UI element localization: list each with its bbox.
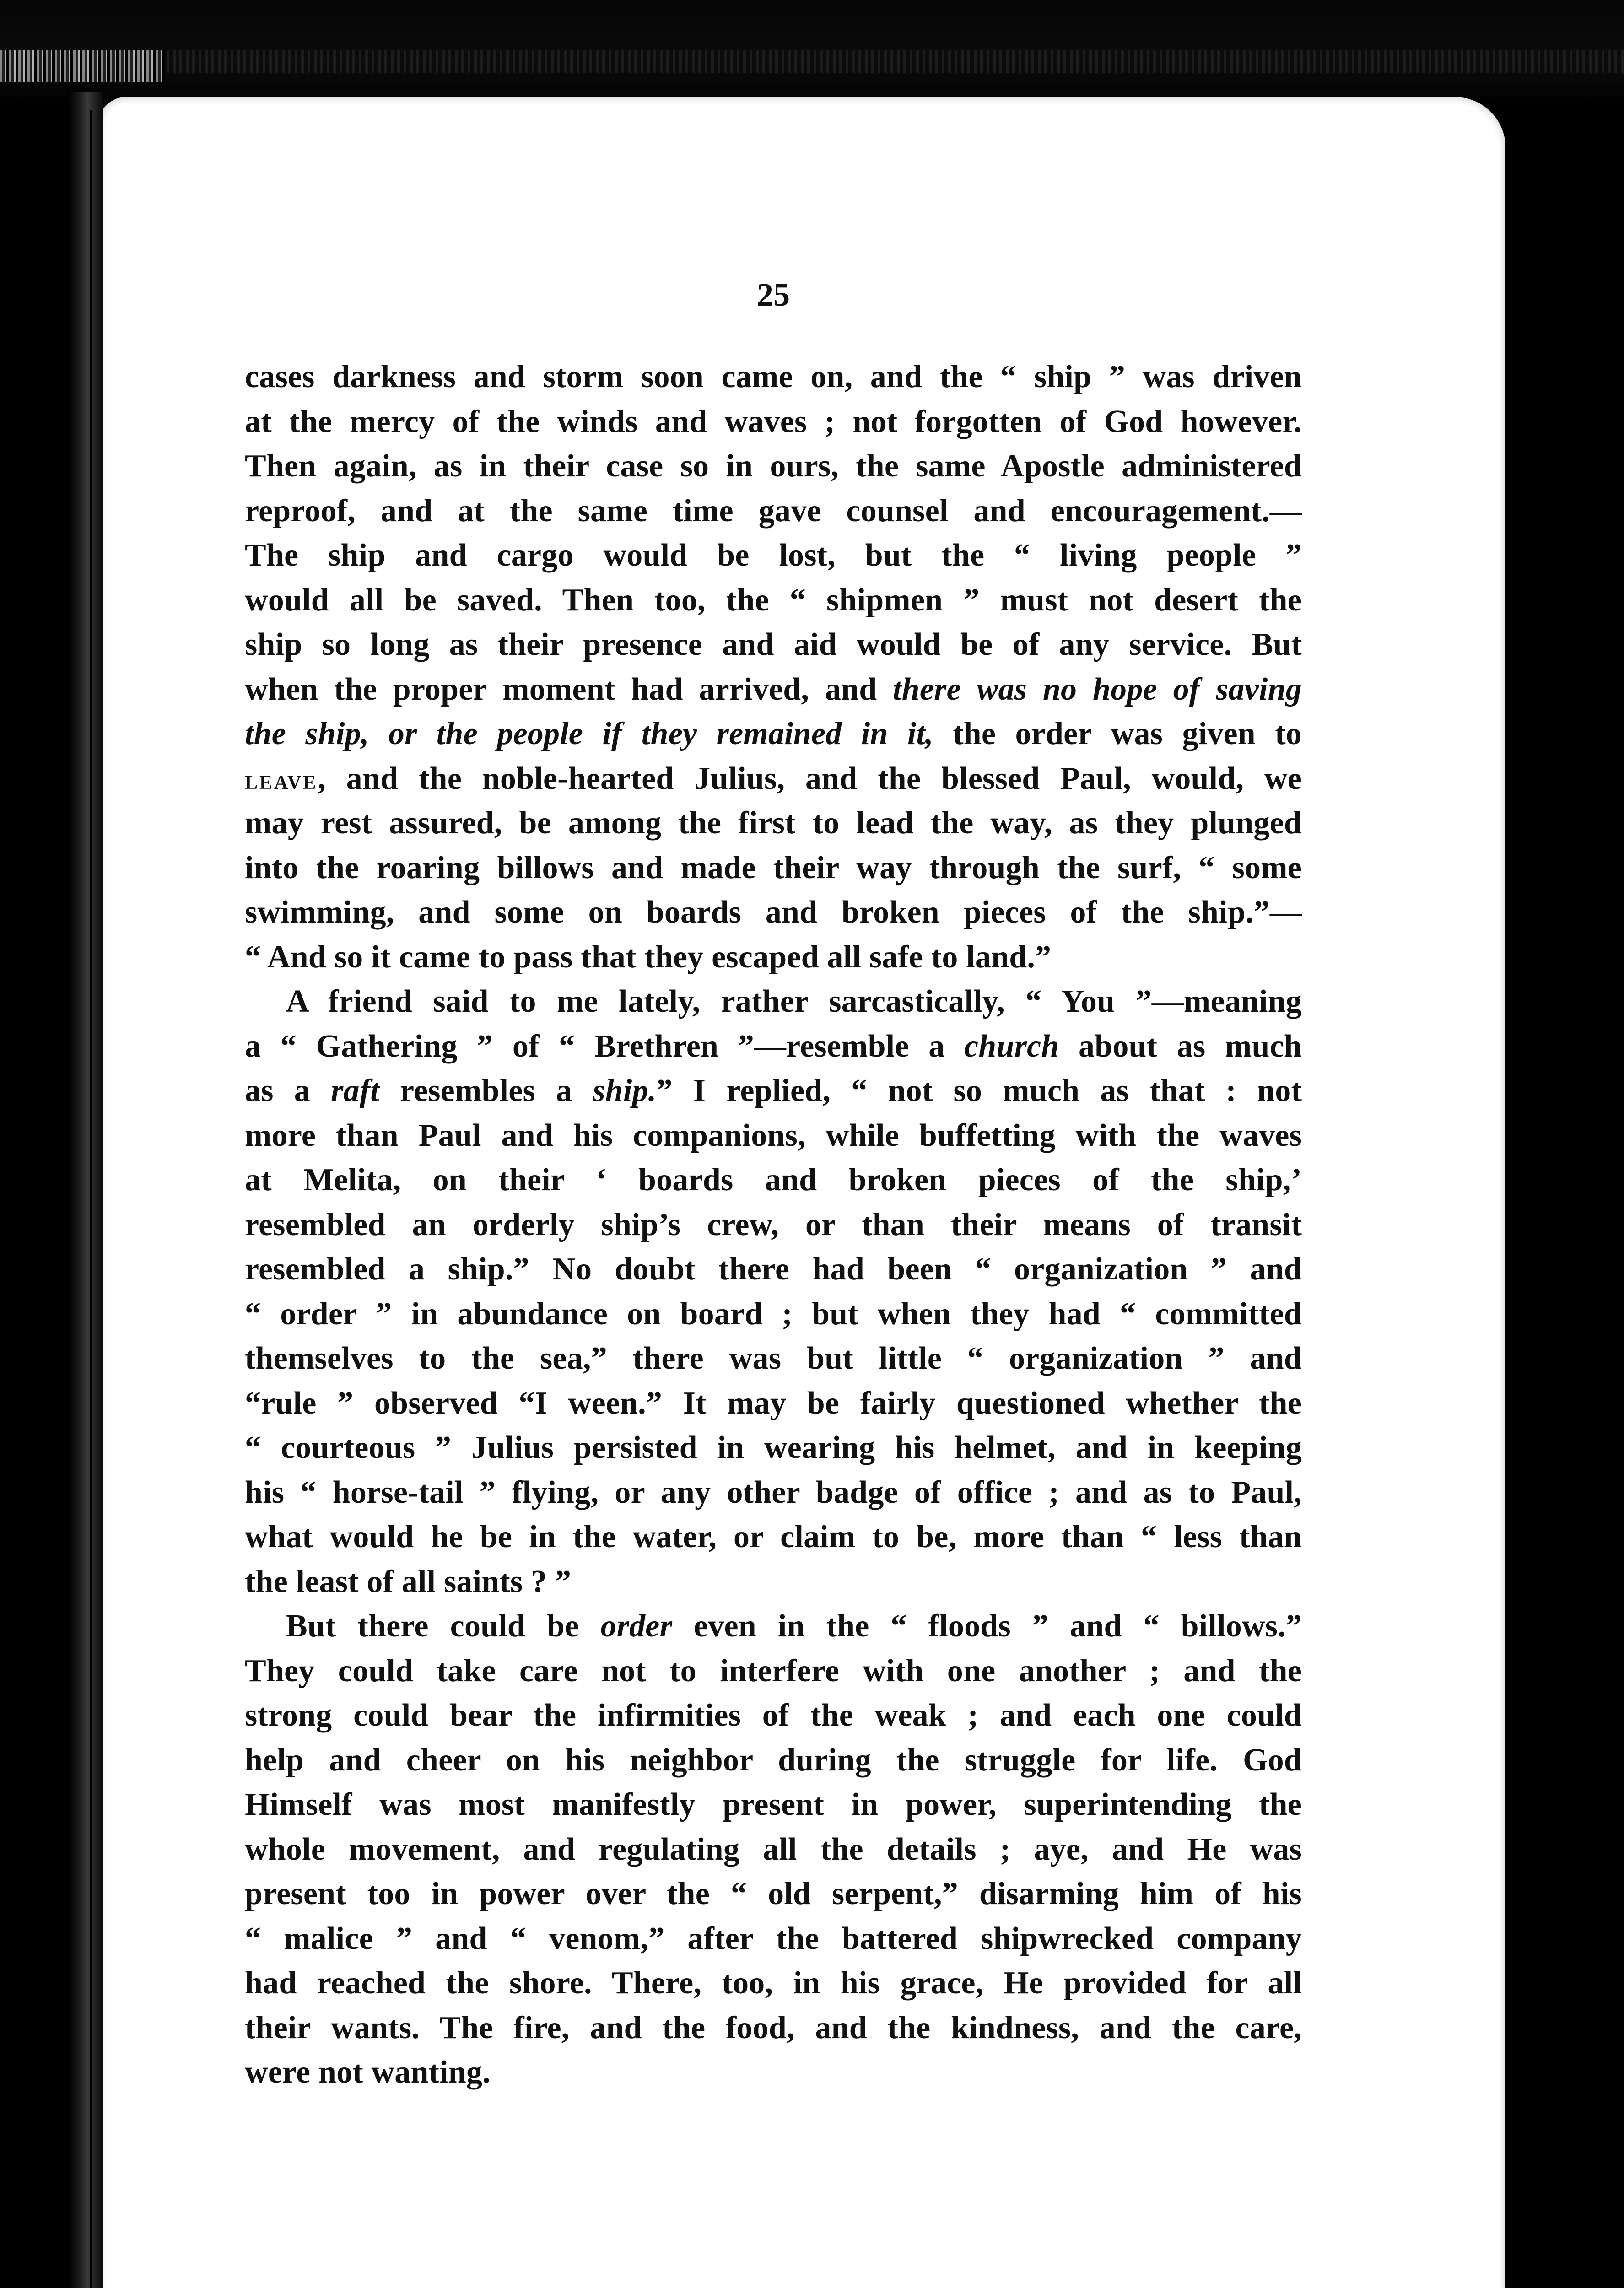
- text-line: [245, 1604, 1302, 1649]
- text-line: [245, 1782, 1302, 1827]
- text-line: [245, 399, 1302, 444]
- text-line: [245, 444, 1302, 489]
- text-line: [245, 979, 1302, 1024]
- scan-noise-top: [0, 50, 165, 82]
- text-line: [245, 1158, 1302, 1203]
- text-line: [245, 1113, 1302, 1158]
- paragraph: [245, 355, 1302, 979]
- text-line: [245, 489, 1302, 534]
- text-segment: the order was given to: [933, 716, 1302, 751]
- text-segment: ” I replied, “ not so much as that : not: [656, 1073, 1302, 1108]
- text-segment: themselves to the sea,” there was but little “ organization ” and: [245, 1341, 1302, 1376]
- text-line: [245, 1961, 1302, 2006]
- text-line: [245, 355, 1302, 399]
- text-line: [245, 2050, 1302, 2095]
- text-line: [245, 1203, 1302, 1247]
- text-line: [245, 667, 1302, 712]
- text-line: [245, 1381, 1302, 1426]
- text-segment: as a: [245, 1073, 331, 1108]
- text-segment: may rest assured, be among the first to lead the way, as they plunged: [245, 805, 1302, 841]
- small-caps-text: leave: [245, 764, 318, 795]
- text-line: [245, 1470, 1302, 1515]
- text-segment: at the mercy of the winds and waves ; not forgotten of God however.: [245, 404, 1302, 439]
- text-segment: resembles a: [379, 1073, 593, 1108]
- text-segment: his “ horse-tail ” flying, or any other badge of office ; and as to Paul,: [245, 1474, 1302, 1510]
- text-segment: cases darkness and storm soon came on, and the “ ship ” was driven: [245, 359, 1302, 394]
- page-number: 25: [757, 276, 790, 313]
- text-line: [245, 890, 1302, 935]
- text-line: [245, 1872, 1302, 1916]
- text-line: [245, 801, 1302, 846]
- italic-text: there was no hope of saving: [893, 671, 1302, 707]
- text-segment: swimming, and some on boards and broken pieces of the ship.”—: [245, 895, 1302, 930]
- text-segment: Himself was most manifestly present in power, superintending the: [245, 1787, 1302, 1822]
- text-segment: “rule ” observed “I ween.” It may be fairly questioned whether the: [245, 1385, 1302, 1421]
- text-segment: “ courteous ” Julius persisted in wearing his helmet, and in keeping: [245, 1430, 1302, 1465]
- text-line: [245, 1247, 1302, 1292]
- text-segment: They could take care not to interfere with one another ; and the: [245, 1653, 1302, 1689]
- text-segment: , and the noble-hearted Julius, and the blessed Paul, would, we: [318, 761, 1302, 796]
- text-segment: resembled a ship.” No doubt there had been “ organization ” and: [245, 1252, 1302, 1287]
- text-segment: whole movement, and regulating all the details ; aye, and He was: [245, 1831, 1302, 1867]
- text-segment: the least of all saints ? ”: [245, 1564, 572, 1599]
- text-line: [245, 1515, 1302, 1560]
- text-line: [245, 1024, 1302, 1069]
- text-segment: “ order ” in abundance on board ; but when they had “ committed: [245, 1296, 1302, 1332]
- text-line: [245, 935, 1302, 980]
- paragraph: [245, 1604, 1302, 2095]
- text-segment: present too in power over the “ old serpent,” disarming him of his: [245, 1876, 1302, 1911]
- text-segment: But there could be: [286, 1608, 601, 1644]
- text-line: [245, 1693, 1302, 1738]
- text-segment: ship so long as their presence and aid would be of any service. But: [245, 627, 1302, 662]
- text-segment: at Melita, on their ‘ boards and broken pieces of the ship,’: [245, 1162, 1302, 1198]
- text-segment: A friend said to me lately, rather sarcastically, “ You ”—meaning: [286, 984, 1302, 1019]
- text-line: [245, 1425, 1302, 1470]
- text-segment: what would he be in the water, or claim to be, more than “ less than: [245, 1519, 1302, 1554]
- text-segment: “ malice ” and “ venom,” after the battered shipwrecked company: [245, 1921, 1302, 1956]
- text-line: [245, 1916, 1302, 1961]
- text-line: [245, 756, 1302, 801]
- text-segment: had reached the shore. There, too, in his grace, He provided for all: [245, 1965, 1302, 2001]
- text-segment: The ship and cargo would be lost, but the “ living people ”: [245, 538, 1302, 573]
- text-segment: about as much: [1059, 1028, 1302, 1064]
- text-line: [245, 1292, 1302, 1337]
- text-line: [245, 622, 1302, 667]
- text-segment: strong could bear the infirmities of the weak ; and each one could: [245, 1698, 1302, 1733]
- text-segment: were not wanting.: [245, 2055, 491, 2090]
- italic-text: the ship, or the people if they remained in it,: [245, 716, 933, 751]
- italic-text: order: [600, 1608, 673, 1644]
- text-segment: a “ Gathering ” of “ Brethren ”—resemble a: [245, 1028, 965, 1064]
- text-line: [245, 712, 1302, 756]
- text-segment: when the proper moment had arrived, and: [245, 671, 893, 707]
- text-segment: into the roaring billows and made their way through the surf, “ some: [245, 850, 1302, 885]
- text-line: [245, 1336, 1302, 1381]
- bleed-through-texture: [0, 50, 1624, 73]
- text-line: [245, 578, 1302, 623]
- body-text: [245, 355, 1302, 2095]
- text-line: [245, 1649, 1302, 1694]
- text-segment: would all be saved. Then too, the “ shipmen ” must not desert the: [245, 582, 1302, 618]
- binding-gutter: [69, 92, 103, 2288]
- text-line: [245, 533, 1302, 578]
- text-line: [245, 1738, 1302, 1783]
- italic-text: raft: [331, 1073, 379, 1108]
- text-line: [245, 2006, 1302, 2051]
- text-line: [245, 1560, 1302, 1604]
- text-line: [245, 1068, 1302, 1113]
- text-segment: resembled an orderly ship’s crew, or than their means of transit: [245, 1207, 1302, 1242]
- text-segment: their wants. The fire, and the food, and the kindness, and the care,: [245, 2010, 1302, 2045]
- paragraph: [245, 979, 1302, 1604]
- text-segment: even in the “ floods ” and “ billows.”: [672, 1608, 1302, 1644]
- italic-text: ship.: [593, 1073, 657, 1108]
- binding-edge-line: [90, 110, 92, 2288]
- text-line: [245, 1827, 1302, 1872]
- text-segment: reproof, and at the same time gave counsel and encouragement.—: [245, 493, 1302, 529]
- text-segment: “ And so it came to pass that they escaped all safe to land.”: [245, 939, 1052, 975]
- text-segment: Then again, as in their case so in ours, the same Apostle administered: [245, 448, 1302, 484]
- italic-text: church: [964, 1028, 1059, 1064]
- text-segment: help and cheer on his neighbor during the struggle for life. God: [245, 1742, 1302, 1778]
- text-segment: more than Paul and his companions, while buffetting with the waves: [245, 1117, 1302, 1153]
- text-line: [245, 846, 1302, 890]
